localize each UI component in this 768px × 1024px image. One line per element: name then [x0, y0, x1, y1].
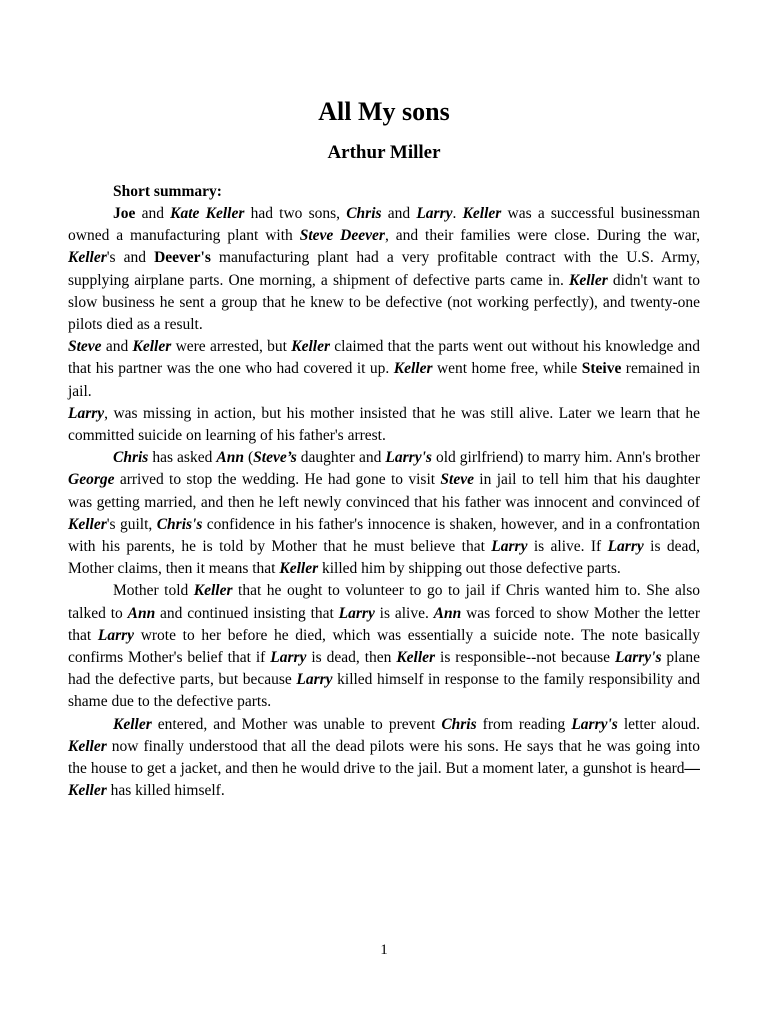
emphasis-text: Keller — [113, 715, 152, 733]
body-text: daughter and — [296, 449, 386, 467]
emphasis-text: Steve’s — [253, 449, 297, 467]
emphasis-text: Chris — [346, 205, 382, 222]
body-text: and — [381, 205, 417, 222]
emphasis-text: —Keller — [68, 760, 700, 800]
body-text: confidence in his father's innocence is shaken, however, and in a confrontation with his parents, he is told by Mother that he must believe that — [68, 515, 700, 556]
emphasis-text: Larry — [607, 538, 644, 556]
body-text: 's and — [106, 249, 155, 267]
emphasis-text: Joe — [113, 205, 136, 222]
body-text: is dead, then — [306, 649, 397, 667]
emphasis-text: Larry — [338, 604, 375, 622]
emphasis-text: Larry's — [385, 449, 432, 467]
body-text: from reading — [476, 715, 572, 733]
body-text: now finally understood that all the dead pilots were his sons. He says that he was going into the house to get a jacket, and then he would drive to the jail. But a moment later, a gunshot is heard — [68, 737, 700, 778]
emphasis-text: Keller — [279, 560, 319, 578]
emphasis-text: Larry — [296, 671, 333, 689]
body-text: plane had the defective parts, but because — [68, 649, 700, 689]
body-text: wrote to her before he died, which was essentially a suicide note. The note basically confirms Mother's belief that if — [68, 626, 700, 667]
body-text: is dead, Mother claims, then it means that — [68, 538, 700, 578]
body-text: remained in jail. — [68, 360, 700, 400]
body-text: were arrested, but — [171, 338, 292, 356]
body-text: old girlfriend) to marry him. Ann's brother — [431, 449, 701, 467]
emphasis-text: Larry — [270, 649, 307, 667]
body-text: and — [101, 338, 133, 356]
paragraph-5 — [68, 580, 700, 713]
body-text: in jail to tell him that his daughter was getting married, and then he left newly convinced that his father was innocent and convinced of — [68, 471, 700, 511]
body-text: is alive. — [374, 604, 434, 622]
body-text: is responsible--not because — [435, 649, 615, 667]
body-text: was a successful businessman owned a manufacturing plant with — [68, 205, 700, 245]
emphasis-text: Larry — [68, 404, 105, 422]
emphasis-text: Larry — [491, 538, 528, 556]
emphasis-text: Steve — [440, 471, 474, 489]
body-text: has killed himself. — [106, 782, 225, 800]
emphasis-text: Keller — [68, 515, 107, 533]
emphasis-text: Keller — [68, 249, 107, 267]
body-text: entered, and Mother was unable to prevent — [151, 715, 442, 733]
body-text: killed himself in response to the family responsibility and shame due to the defective parts. — [68, 671, 700, 711]
body-text: , was missing in action, but his mother insisted that he was still alive. Later we learn that he committed suicide on learning of his father's arrest. — [68, 404, 700, 445]
body-text: has asked — [148, 449, 217, 467]
body-text: letter aloud. — [617, 715, 700, 733]
paragraph-1 — [68, 203, 700, 336]
body-text: went home free, while — [432, 360, 582, 378]
body-text: manufacturing plant had a very profitable contract with the U.S. Army, supplying airplane parts. One morning, a shipment of defective parts came in. — [68, 249, 700, 289]
emphasis-text: Larry's — [571, 715, 618, 733]
emphasis-text: Kate Keller — [170, 205, 245, 222]
emphasis-text: Chris — [441, 715, 477, 733]
emphasis-text: Keller — [132, 338, 172, 356]
emphasis-text: Keller — [68, 737, 107, 755]
emphasis-text: Steve — [68, 338, 102, 356]
body-text: that he ought to volunteer to go to jail if Chris wanted him to. She also talked to — [68, 582, 700, 622]
body-text: and continued insisting that — [155, 604, 339, 622]
paragraph-4 — [68, 447, 700, 580]
body-text: . — [452, 205, 463, 222]
emphasis-text: Keller — [569, 271, 608, 289]
emphasis-text: Ann — [127, 604, 156, 622]
body-text: ( — [243, 449, 254, 467]
page-number: 1 — [380, 942, 388, 958]
body-text: , and their families were close. During the war, — [384, 227, 701, 245]
paragraph-2 — [68, 336, 700, 403]
body-text: is alive. If — [527, 538, 608, 556]
paragraph-6 — [68, 714, 700, 803]
emphasis-text: Chris's — [156, 515, 203, 533]
body-text: arrived to stop the wedding. He had gone to visit — [114, 471, 441, 489]
section-heading: Short summary: — [113, 183, 222, 200]
emphasis-text: Larry — [97, 626, 135, 644]
emphasis-text: Ann — [216, 449, 244, 467]
emphasis-text: Keller — [393, 360, 433, 378]
document-title: All My sons — [318, 97, 450, 126]
body-text: claimed that the parts went out without his knowledge and that his partner was the one who had covered it up. — [68, 338, 700, 378]
body-text: Mother told — [113, 582, 194, 600]
emphasis-text: Keller — [462, 205, 502, 222]
emphasis-text: Chris — [113, 449, 149, 467]
emphasis-text: Deever's — [154, 249, 211, 267]
body-text: was forced to show Mother the letter that — [68, 604, 700, 644]
body-text: didn't want to slow business he sent a group that he knew to be defective (not working perfectly), and twenty-one pilots died as a result. — [68, 271, 700, 334]
document-author: Arthur Miller — [327, 142, 441, 163]
emphasis-text: Keller — [291, 338, 331, 356]
emphasis-text: Steive — [581, 360, 622, 378]
emphasis-text: George — [68, 471, 115, 489]
body-text: and — [135, 205, 171, 222]
body-text: killed him by shipping out those defective parts. — [318, 560, 621, 578]
emphasis-text: Keller — [193, 582, 233, 600]
emphasis-text: Steve Deever — [299, 227, 385, 245]
document-body — [68, 203, 700, 802]
emphasis-text: Ann — [433, 604, 462, 622]
emphasis-text: Larry's — [614, 649, 662, 667]
emphasis-text: Larry — [416, 205, 453, 222]
body-text: 's guilt, — [106, 515, 157, 533]
paragraph-3 — [68, 403, 700, 447]
body-text: had two sons, — [244, 205, 347, 222]
emphasis-text: Keller — [396, 649, 436, 667]
